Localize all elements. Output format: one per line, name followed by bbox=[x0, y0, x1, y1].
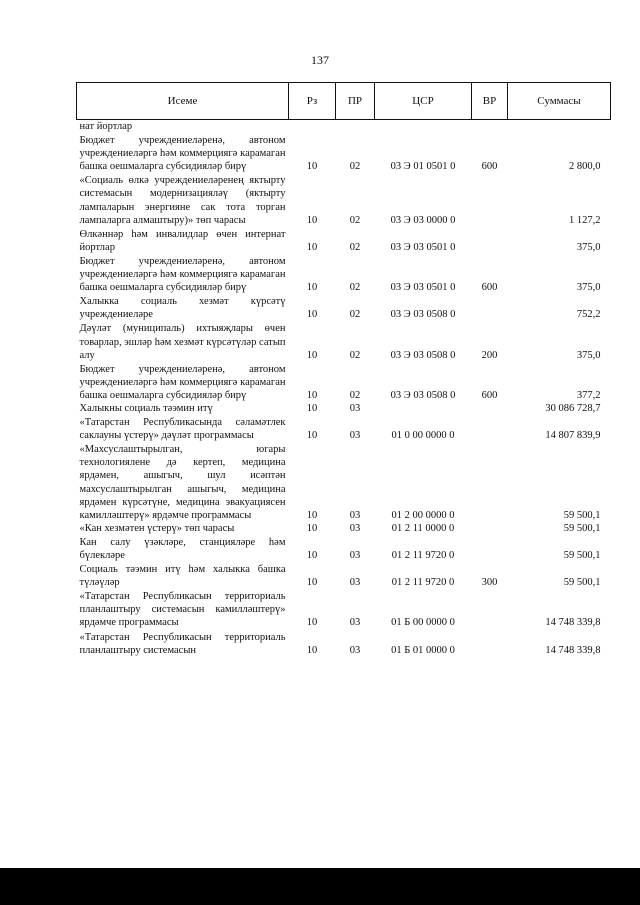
table-row bbox=[77, 562, 611, 589]
row-vr bbox=[472, 173, 508, 226]
row-rz: 10 bbox=[306, 550, 318, 561]
table-row bbox=[77, 227, 611, 254]
row-sum: 14 748 339,8 bbox=[545, 644, 601, 656]
row-sum: 14 748 339,8 bbox=[545, 617, 601, 629]
row-pr: 03 bbox=[349, 577, 361, 589]
row-sum bbox=[508, 120, 611, 134]
row-sum: 1 127,2 bbox=[569, 214, 601, 226]
row-sum: 377,2 bbox=[576, 389, 601, 401]
row-rz: 10 bbox=[306, 402, 318, 414]
table-row bbox=[77, 415, 611, 442]
row-sum: 375,0 bbox=[576, 282, 601, 294]
row-name: Өлкәннәр һәм инвалидлар өчен интернат йортлар bbox=[79, 228, 286, 253]
table-row bbox=[77, 402, 611, 415]
scan-bottom-edge bbox=[0, 868, 640, 905]
row-pr: 03 bbox=[349, 550, 361, 561]
row-rz: 10 bbox=[306, 241, 318, 253]
table-row bbox=[77, 133, 611, 173]
row-vr bbox=[472, 630, 508, 657]
row-rz bbox=[289, 120, 336, 134]
row-sum: 752,2 bbox=[576, 309, 601, 321]
row-csr: 01 Б 00 0000 0 bbox=[391, 617, 455, 629]
row-vr bbox=[472, 442, 508, 522]
row-name: Кан салу үзәкләре, станцияләре һәм бүлекләре bbox=[79, 536, 286, 561]
row-vr bbox=[472, 227, 508, 254]
row-csr: 01 2 11 9720 0 bbox=[391, 577, 455, 589]
row-rz: 10 bbox=[306, 349, 318, 361]
row-pr: 03 bbox=[349, 617, 361, 629]
budget-table bbox=[76, 82, 610, 657]
row-vr bbox=[472, 522, 508, 535]
table-row bbox=[77, 120, 611, 134]
page-number: 137 bbox=[311, 53, 329, 67]
row-name: Халыкка социаль хезмәт күрсәтү учреждениеләре bbox=[79, 296, 286, 321]
row-vr: 600 bbox=[481, 389, 498, 401]
row-name: «Татарстан Республикасында сәламәтлек саклауны үстерү» дәүләт программасы bbox=[79, 417, 286, 442]
row-vr bbox=[472, 402, 508, 415]
row-csr: 01 2 11 0000 0 bbox=[391, 522, 455, 534]
row-vr: 600 bbox=[481, 282, 498, 294]
table-row bbox=[77, 321, 611, 361]
row-pr: 02 bbox=[349, 309, 361, 321]
row-vr bbox=[472, 120, 508, 134]
row-vr bbox=[472, 535, 508, 562]
row-csr: 03 Э 03 0501 0 bbox=[390, 241, 456, 253]
row-csr: 03 Э 03 0501 0 bbox=[390, 282, 456, 294]
row-name: «Социаль өлкә учреждениеләренең яктырту системасын модернизацияләү (яктырту лампаларын энергияне сак тота торган лампаларга алмаштыру)» төп чарасы bbox=[79, 175, 286, 226]
row-name: нат йортлар bbox=[79, 121, 133, 132]
row-rz: 10 bbox=[306, 577, 318, 589]
row-csr bbox=[375, 402, 472, 415]
row-rz: 10 bbox=[306, 282, 318, 294]
header-pr: ПР bbox=[336, 83, 375, 120]
row-rz: 10 bbox=[306, 617, 318, 629]
row-rz: 10 bbox=[306, 522, 318, 534]
row-sum: 375,0 bbox=[576, 241, 601, 253]
row-name: Бюджет учреждениеләренә, автоном учреждениеләргә һәм коммерциягә карамаган башка оешмаларга субсидияләр бирү bbox=[79, 363, 286, 401]
row-pr: 03 bbox=[349, 644, 361, 656]
row-name: «Татарстан Республикасын территориаль планлаштыру системасын bbox=[79, 631, 286, 656]
row-sum: 30 086 728,7 bbox=[545, 402, 601, 414]
row-csr: 03 Э 01 0501 0 bbox=[390, 161, 456, 173]
header-vr: ВР bbox=[472, 83, 508, 120]
row-pr: 03 bbox=[349, 522, 361, 534]
row-pr: 03 bbox=[349, 430, 361, 442]
row-sum: 59 500,1 bbox=[563, 522, 601, 534]
table-row bbox=[77, 442, 611, 522]
row-csr: 03 Э 03 0000 0 bbox=[390, 214, 456, 226]
row-pr: 02 bbox=[349, 282, 361, 294]
row-csr: 03 Э 03 0508 0 bbox=[390, 309, 456, 321]
table-row bbox=[77, 535, 611, 562]
row-vr: 600 bbox=[481, 161, 498, 173]
row-pr: 02 bbox=[349, 161, 361, 173]
table-row bbox=[77, 589, 611, 629]
row-pr: 02 bbox=[349, 349, 361, 361]
row-csr: 01 Б 01 0000 0 bbox=[391, 644, 455, 656]
table-header-row bbox=[77, 83, 611, 120]
row-csr: 03 Э 03 0508 0 bbox=[390, 349, 456, 361]
row-rz: 10 bbox=[306, 214, 318, 226]
header-rz: Рз bbox=[289, 83, 336, 120]
header-name: Исеме bbox=[77, 83, 289, 120]
table-row bbox=[77, 362, 611, 402]
row-pr: 02 bbox=[349, 241, 361, 253]
row-sum: 375,0 bbox=[576, 349, 601, 361]
row-rz: 10 bbox=[306, 644, 318, 656]
row-name: Бюджет учреждениеләренә, автоном учреждениеләргә һәм коммерциягә карамаган башка оешмаларга субсидияләр бирү bbox=[79, 255, 286, 294]
row-sum: 59 500,1 bbox=[563, 577, 601, 589]
row-rz: 10 bbox=[306, 309, 318, 321]
row-sum: 2 800,0 bbox=[569, 161, 601, 173]
row-csr: 01 2 00 0000 0 bbox=[391, 509, 455, 521]
row-sum: 59 500,1 bbox=[563, 509, 601, 521]
row-csr: 01 2 11 9720 0 bbox=[391, 550, 455, 561]
row-pr: 03 bbox=[349, 402, 361, 414]
row-name: «Татарстан Республикасын территориаль планлаштыру системасын камилләштерү» ярдәмче программасы bbox=[79, 591, 286, 629]
row-csr: 03 Э 03 0508 0 bbox=[390, 389, 456, 401]
row-rz: 10 bbox=[306, 161, 318, 173]
row-sum: 14 807 839,9 bbox=[545, 430, 601, 442]
row-rz: 10 bbox=[306, 389, 318, 401]
row-pr: 02 bbox=[349, 389, 361, 401]
table-row bbox=[77, 173, 611, 226]
row-name: Бюджет учреждениеләренә, автоном учреждениеләргә һәм коммерциягә карамаган башка оешмаларга субсидияләр бирү bbox=[79, 135, 286, 173]
table-row bbox=[77, 522, 611, 535]
row-vr bbox=[472, 294, 508, 321]
row-csr bbox=[375, 120, 472, 134]
row-name: Халыкны социаль тәэмин итү bbox=[79, 402, 213, 414]
row-pr: 03 bbox=[349, 509, 361, 521]
row-csr: 01 0 00 0000 0 bbox=[391, 430, 455, 442]
row-name: «Махсуслаштырылган, югары технологиялене дә кертеп, медицина ярдәмен, ашыгыч, шул исәптән махсуслаштырылган ашыгыч, медицина ярдәмен күрсәтүне, медицина эвакуациясен камилләштерү» ярдәмче программасы bbox=[79, 444, 286, 521]
row-sum: 59 500,1 bbox=[563, 550, 601, 561]
row-vr: 200 bbox=[481, 349, 498, 361]
header-csr: ЦСР bbox=[375, 83, 472, 120]
row-name: Социаль тәэмин итү һәм халыкка башка түләүләр bbox=[79, 564, 286, 589]
row-vr bbox=[472, 415, 508, 442]
row-vr bbox=[472, 589, 508, 629]
row-name: «Кан хезмәтен үстерү» төп чарасы bbox=[79, 522, 235, 534]
row-rz: 10 bbox=[306, 430, 318, 442]
table-row bbox=[77, 630, 611, 657]
row-pr bbox=[336, 120, 375, 134]
row-name: Дәүләт (муниципаль) ихтыяҗлары өчен товарлар, эшләр һәм хезмәт күрсәтүләр сатып алу bbox=[79, 323, 286, 361]
row-vr: 300 bbox=[481, 577, 498, 589]
table-row bbox=[77, 254, 611, 294]
table-row bbox=[77, 294, 611, 321]
header-sum: Суммасы bbox=[508, 83, 611, 120]
row-rz: 10 bbox=[306, 509, 318, 521]
row-pr: 02 bbox=[349, 214, 361, 226]
